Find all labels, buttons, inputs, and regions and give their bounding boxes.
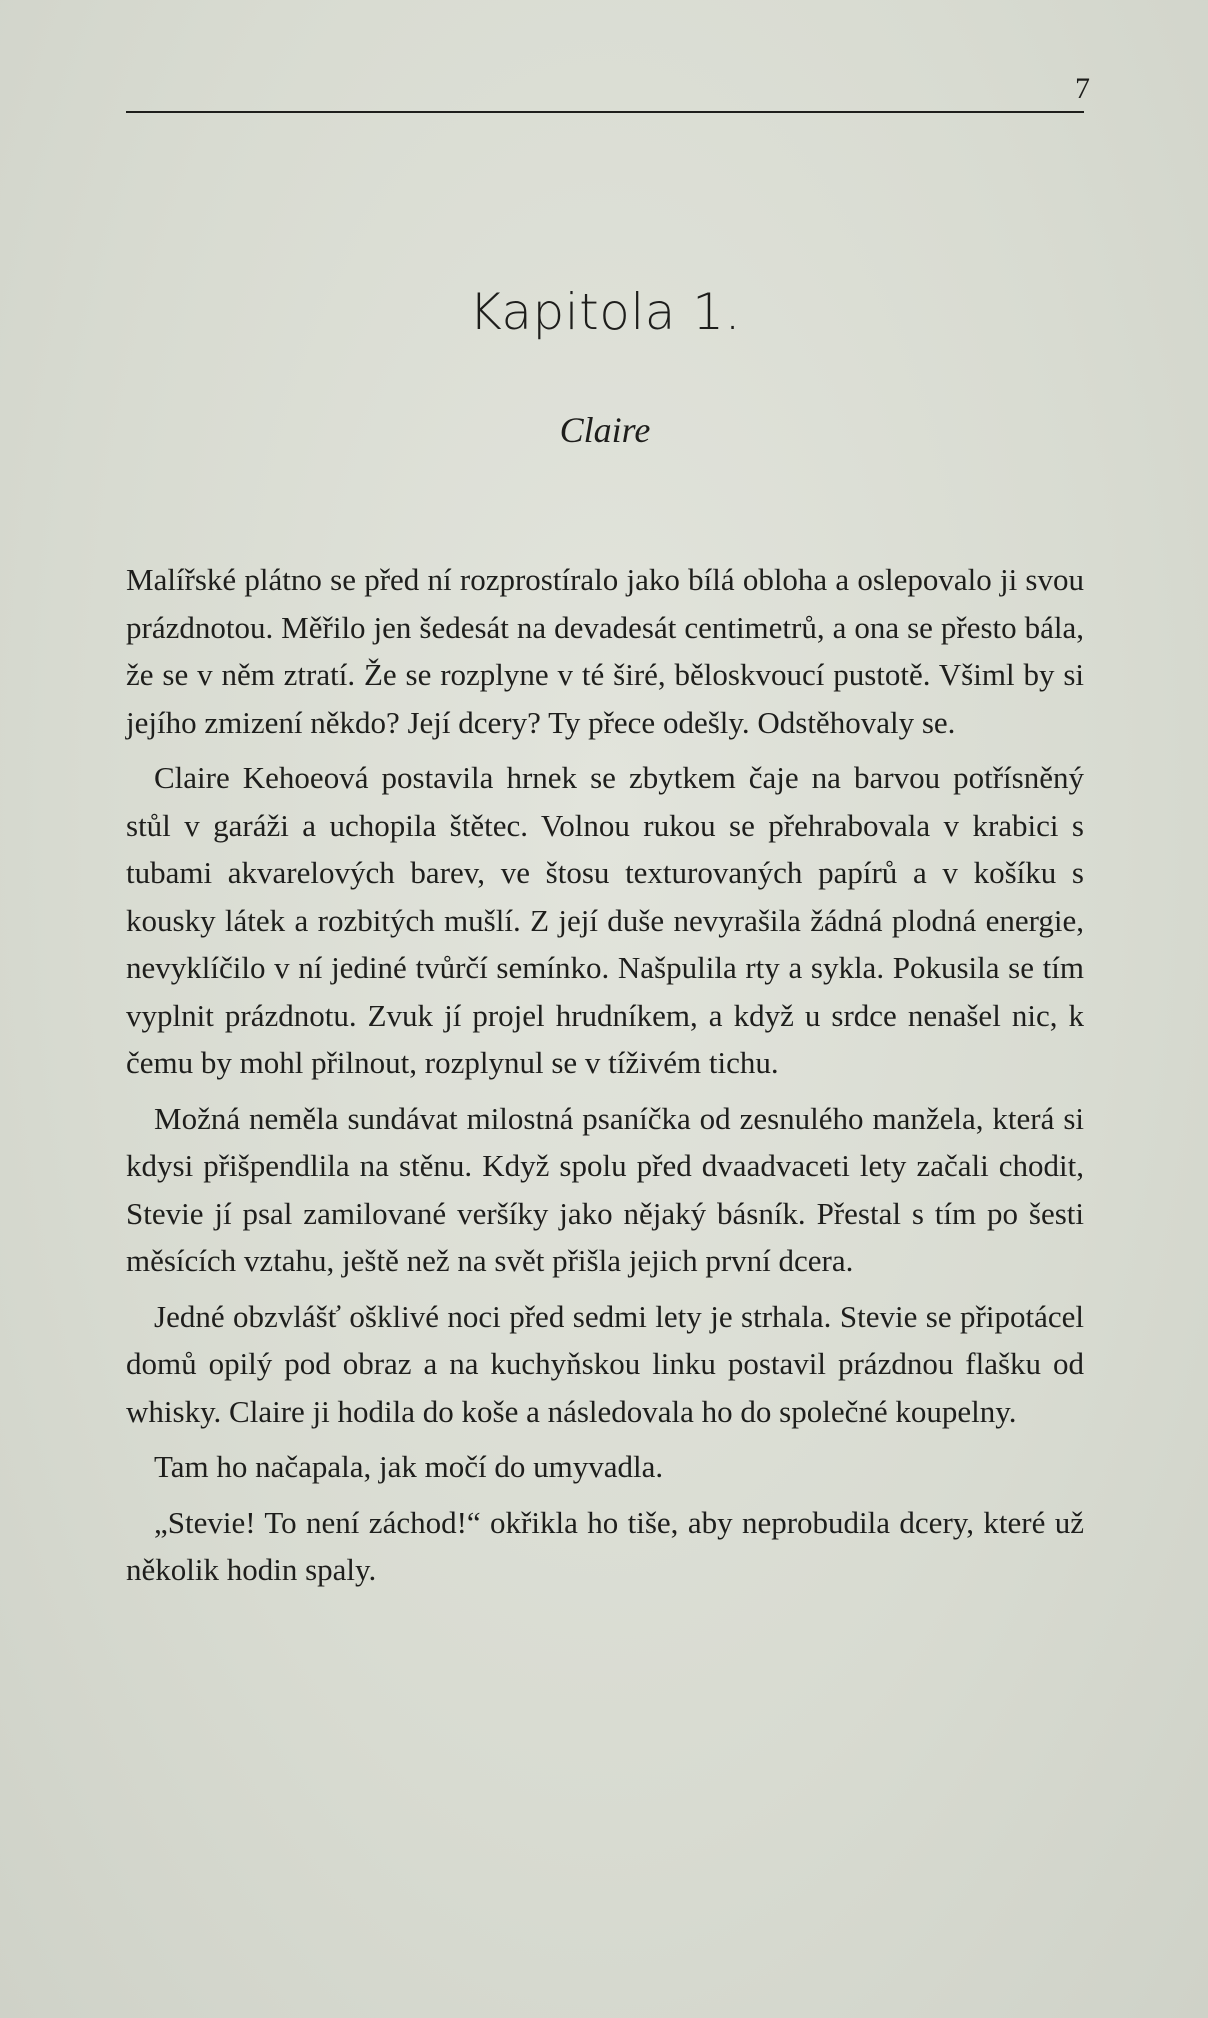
header-rule [126,111,1084,113]
paragraph: Tam ho načapala, jak močí do umyvadla. [154,1449,664,1484]
body-text [126,556,1084,1602]
paragraph: „Stevie! To není záchod!“ okřikla ho tiše, aby neprobudila dcery, které už několik hodin spaly. [126,1504,1084,1587]
chapter-title: Kapitola 1. [468,283,741,341]
paragraph: Jedné obzvlášť ošklivé noci před sedmi lety je strhala. Stevie se připotácel domů opilý pod obraz a na kuchyňskou linku postavil prázdnou flašku od whisky. Claire ji hodila do koše a následovala ho do společné koupelny. [126,1298,1084,1429]
paragraph: Možná neměla sundávat milostná psaníčka od zesnulého manžela, která si kdysi přišpendlila na stěnu. Když spolu před dvaadvaceti lety začali chodit, Stevie jí psal zamilované veršíky jako nějaký básník. Přestal s tím po šesti měsících vztahu, ještě než na svět přišla jejich první dcera. [126,1100,1084,1278]
paragraph: Claire Kehoeová postavila hrnek se zbytkem čaje na barvou potřísněný stůl v garáži a uchopila štětec. Volnou rukou se přehrabovala v krabici s tubami akvarelových barev, ve štosu texturovaných papírů a v košíku s kousky látek a rozbitých mušlí. Z její duše nevyrašila žádná plodná energie, nevyklíčilo v ní jediné tvůrčí semínko. Našpulila rty a sykla. Pokusila se tím vyplnit prázdnotu. Zvuk jí projel hrudníkem, a když u srdce nenašel nic, k čemu by mohl přilnout, rozplynul se v tíživém tichu. [126,760,1084,1080]
chapter-subtitle: Claire [559,410,651,450]
page-number: 7 [1075,72,1090,105]
paragraph: Malířské plátno se před ní rozprostíralo jako bílá obloha a oslepovalo ji svou prázdnotou. Měřilo jen šedesát na devadesát centimetrů, a ona se přesto bála, že se v něm ztratí. Že se rozplyne v té širé, běloskvoucí pustotě. Všiml by si jejího zmizení někdo? Její dcery? Ty přece odešly. Odstěhovaly se. [126,562,1084,740]
